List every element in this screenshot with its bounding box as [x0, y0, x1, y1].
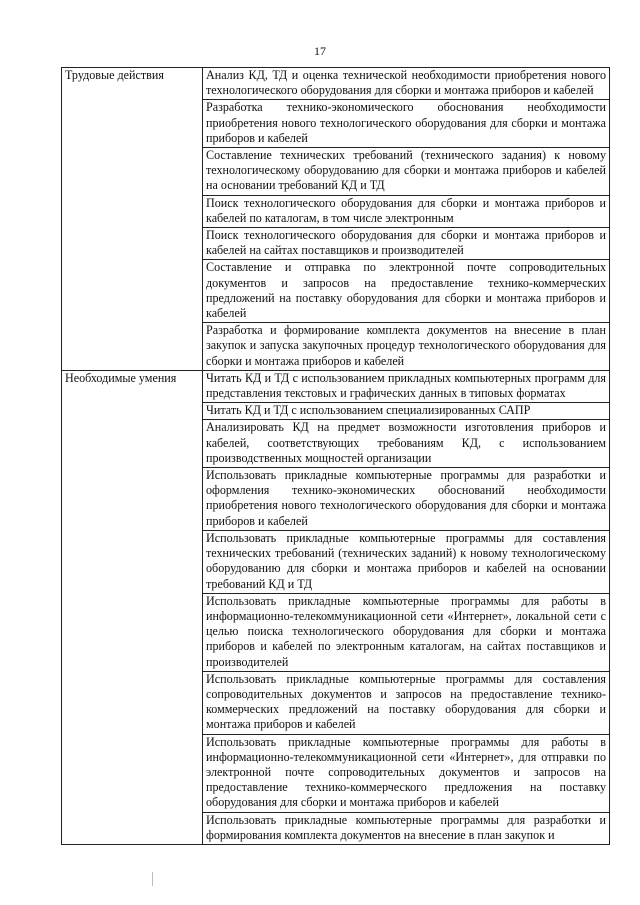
table-cell: Разработка технико-экономического обоснования необходимости приобретения нового технологического оборудования для сборки и монтажа приборов и кабелей [203, 100, 610, 148]
page-number: 17 [314, 44, 326, 58]
table-cell: Анализ КД, ТД и оценка технической необходимости приобретения нового технологического оборудования для сборки и монтажа приборов и кабелей [203, 68, 610, 100]
section-heading-required-skills: Необходимые умения [62, 370, 203, 844]
table-cell: Использовать прикладные компьютерные программы для работы в информационно-телекоммуникационной сети «Интернет», локальной сети с целью поиска технологического оборудования для сборки и монтажа приборов и кабелей по электронным каталогам, на сайтах поставщиков и производителей [203, 593, 610, 671]
table-cell: Анализировать КД на предмет возможности изготовления приборов и кабелей, соответствующих требованиям КД, с использованием производственных мощностей организации [203, 420, 610, 468]
requirements-table [61, 67, 610, 845]
table-cell: Поиск технологического оборудования для сборки и монтажа приборов и кабелей по каталогам, в том числе электронным [203, 195, 610, 227]
section-heading-labor-actions: Трудовые действия [62, 68, 203, 371]
table-row [62, 370, 610, 402]
table-cell: Использовать прикладные компьютерные программы для разработки и оформления технико-экономических обоснований необходимости приобретения нового технологического оборудования для сборки и монтажа приборов и кабелей [203, 468, 610, 531]
table-cell: Поиск технологического оборудования для сборки и монтажа приборов и кабелей на сайтах поставщиков и производителей [203, 228, 610, 260]
table-cell: Использовать прикладные компьютерные программы для составления сопроводительных документов и запросов на предоставление технико-коммерческих предложений на поставку оборудования для сборки и монтажа приборов и кабелей [203, 671, 610, 734]
table-cell: Использовать прикладные компьютерные программы для работы в информационно-телекоммуникационной сети «Интернет», для отправки по электронной почте сопроводительных документов и запросов на предоставление технико-коммерческого предложения на поставку оборудования для сборки и монтажа приборов и кабелей [203, 734, 610, 812]
table-cell: Составление и отправка по электронной почте сопроводительных документов и запросов на предоставление технико-коммерческих предложений на поставку оборудования для сборки и монтажа приборов и кабелей [203, 260, 610, 323]
scan-mark [152, 872, 153, 886]
table-row [62, 68, 610, 100]
table-cell: Читать КД и ТД с использованием прикладных компьютерных программ для представления текстовых и графических данных в типовых форматах [203, 370, 610, 402]
table-cell: Составление технических требований (технического задания) к новому технологическому оборудованию для сборки и монтажа приборов и кабелей на основании требований КД и ТД [203, 148, 610, 196]
table-cell: Разработка и формирование комплекта документов на внесение в план закупок и запуска закупочных процедур технологического оборудования для сборки и монтажа приборов и кабелей [203, 323, 610, 371]
table-cell: Использовать прикладные компьютерные программы для разработки и формирования комплекта документов на внесение в план закупок и [203, 812, 610, 844]
table-cell: Читать КД и ТД с использованием специализированных САПР [203, 403, 610, 420]
table-cell: Использовать прикладные компьютерные программы для составления технических требований (технических заданий) к новому технологическому оборудованию для сборки и монтажа приборов и кабелей на основании требований КД и ТД [203, 530, 610, 593]
